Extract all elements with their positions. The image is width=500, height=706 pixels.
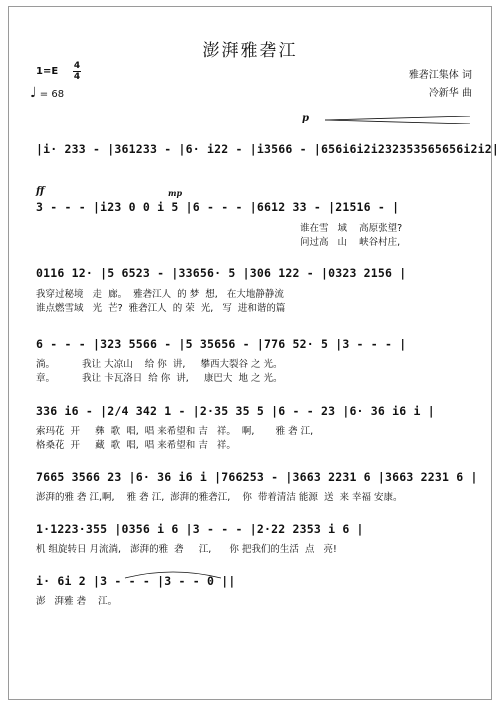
notation-line: 1·1223·355 |0356 i 6 |3 - - - |2·22 2353 i 6 |	[36, 522, 364, 536]
notation-line: 3 - - - |i23 0 0 i 5 |6 - - - |6612 33 - |21516 - |	[36, 200, 400, 214]
time-signature	[73, 61, 81, 82]
lyric-verse-1: 谁在雪 域 高原张望?	[300, 223, 403, 234]
notation-line: 336 i6 - |2/4 342 1 - |2·35 35 5 |6 - - 23 |6· 36 i6 i |	[36, 404, 435, 418]
notation-line: 7665 3566 23 |6· 36 i6 i |766253 - |3663 2231 6 |3663 2231 6 |	[36, 470, 478, 484]
quarter-note-icon: ♩	[30, 85, 37, 101]
tempo-marking	[30, 85, 64, 101]
lyric-verse-2: 问过高 山 峡谷村庄,	[300, 237, 401, 248]
lyric-verse-1: 淌。 我让 大凉山 给 你 讲, 攀西大裂谷 之 光。	[36, 359, 283, 370]
dynamic-piano: p	[302, 113, 309, 124]
notation-line: 0116 12· |5 6523 - |33656· 5 |306 122 - |0323 2156 |	[36, 266, 407, 280]
notation-line: 6 - - - |323 5566 - |5 35656 - |776 52· 5 |3 - - - |	[36, 337, 407, 351]
tie-arc	[123, 568, 223, 580]
lyric-verse-1: 机 组旋转日 月流淌, 澎湃的雅 砻 江, 你 把我们的生活 点 亮!	[36, 544, 337, 555]
dynamic-mezzo-piano: mp	[168, 188, 183, 198]
dynamic-fortissimo: ff	[36, 186, 45, 197]
notation-line: |i· 233 - |361233 - |6· i22 - |i3566 - |656i6i2i232353565656i2i2|	[36, 142, 500, 156]
lyric-verse-2: 谁点燃雪域 光 芒? 雅砻江人 的 荣 光, 写 进和谐的篇	[36, 303, 286, 314]
notation-line: i· 6i 2 |3 - - - |3 - - 0 ||	[36, 574, 236, 588]
lyric-verse-1: 索玛花 开 彝 歌 唱, 唱 来希望和 吉 祥。 啊, 雅 砻 江,	[36, 426, 314, 437]
lyric-verse-1: 我穿过秘境 走 廊。 雅砻江人 的 梦 想, 在大地静静流	[36, 289, 284, 300]
decrescendo-hairpin	[325, 116, 470, 124]
lyricist-credit: 雅砻江集体 词	[408, 70, 472, 81]
time-signature-top: 4	[73, 61, 81, 71]
composer-credit: 冷新华 曲	[428, 88, 472, 99]
key-signature: 1=E	[36, 66, 59, 77]
tempo-value: = 68	[39, 89, 65, 100]
song-title: 澎湃雅砻江	[202, 41, 298, 61]
lyric-verse-2: 章。 我让 卡瓦洛日 给 你 讲, 康巴大 地 之 光。	[36, 373, 283, 384]
lyric-verse-1: 澎 湃雅 砻 江。	[36, 596, 118, 607]
time-signature-bottom: 4	[73, 72, 81, 82]
lyric-verse-1: 澎湃的雅 砻 江,啊, 雅 砻 江, 澎湃的雅砻江, 你 带着清洁 能源 送 来 幸福 安康。	[36, 492, 403, 503]
lyric-verse-2: 格桑花 开 藏 歌 唱, 唱 来希望和 吉 祥。	[36, 440, 236, 451]
